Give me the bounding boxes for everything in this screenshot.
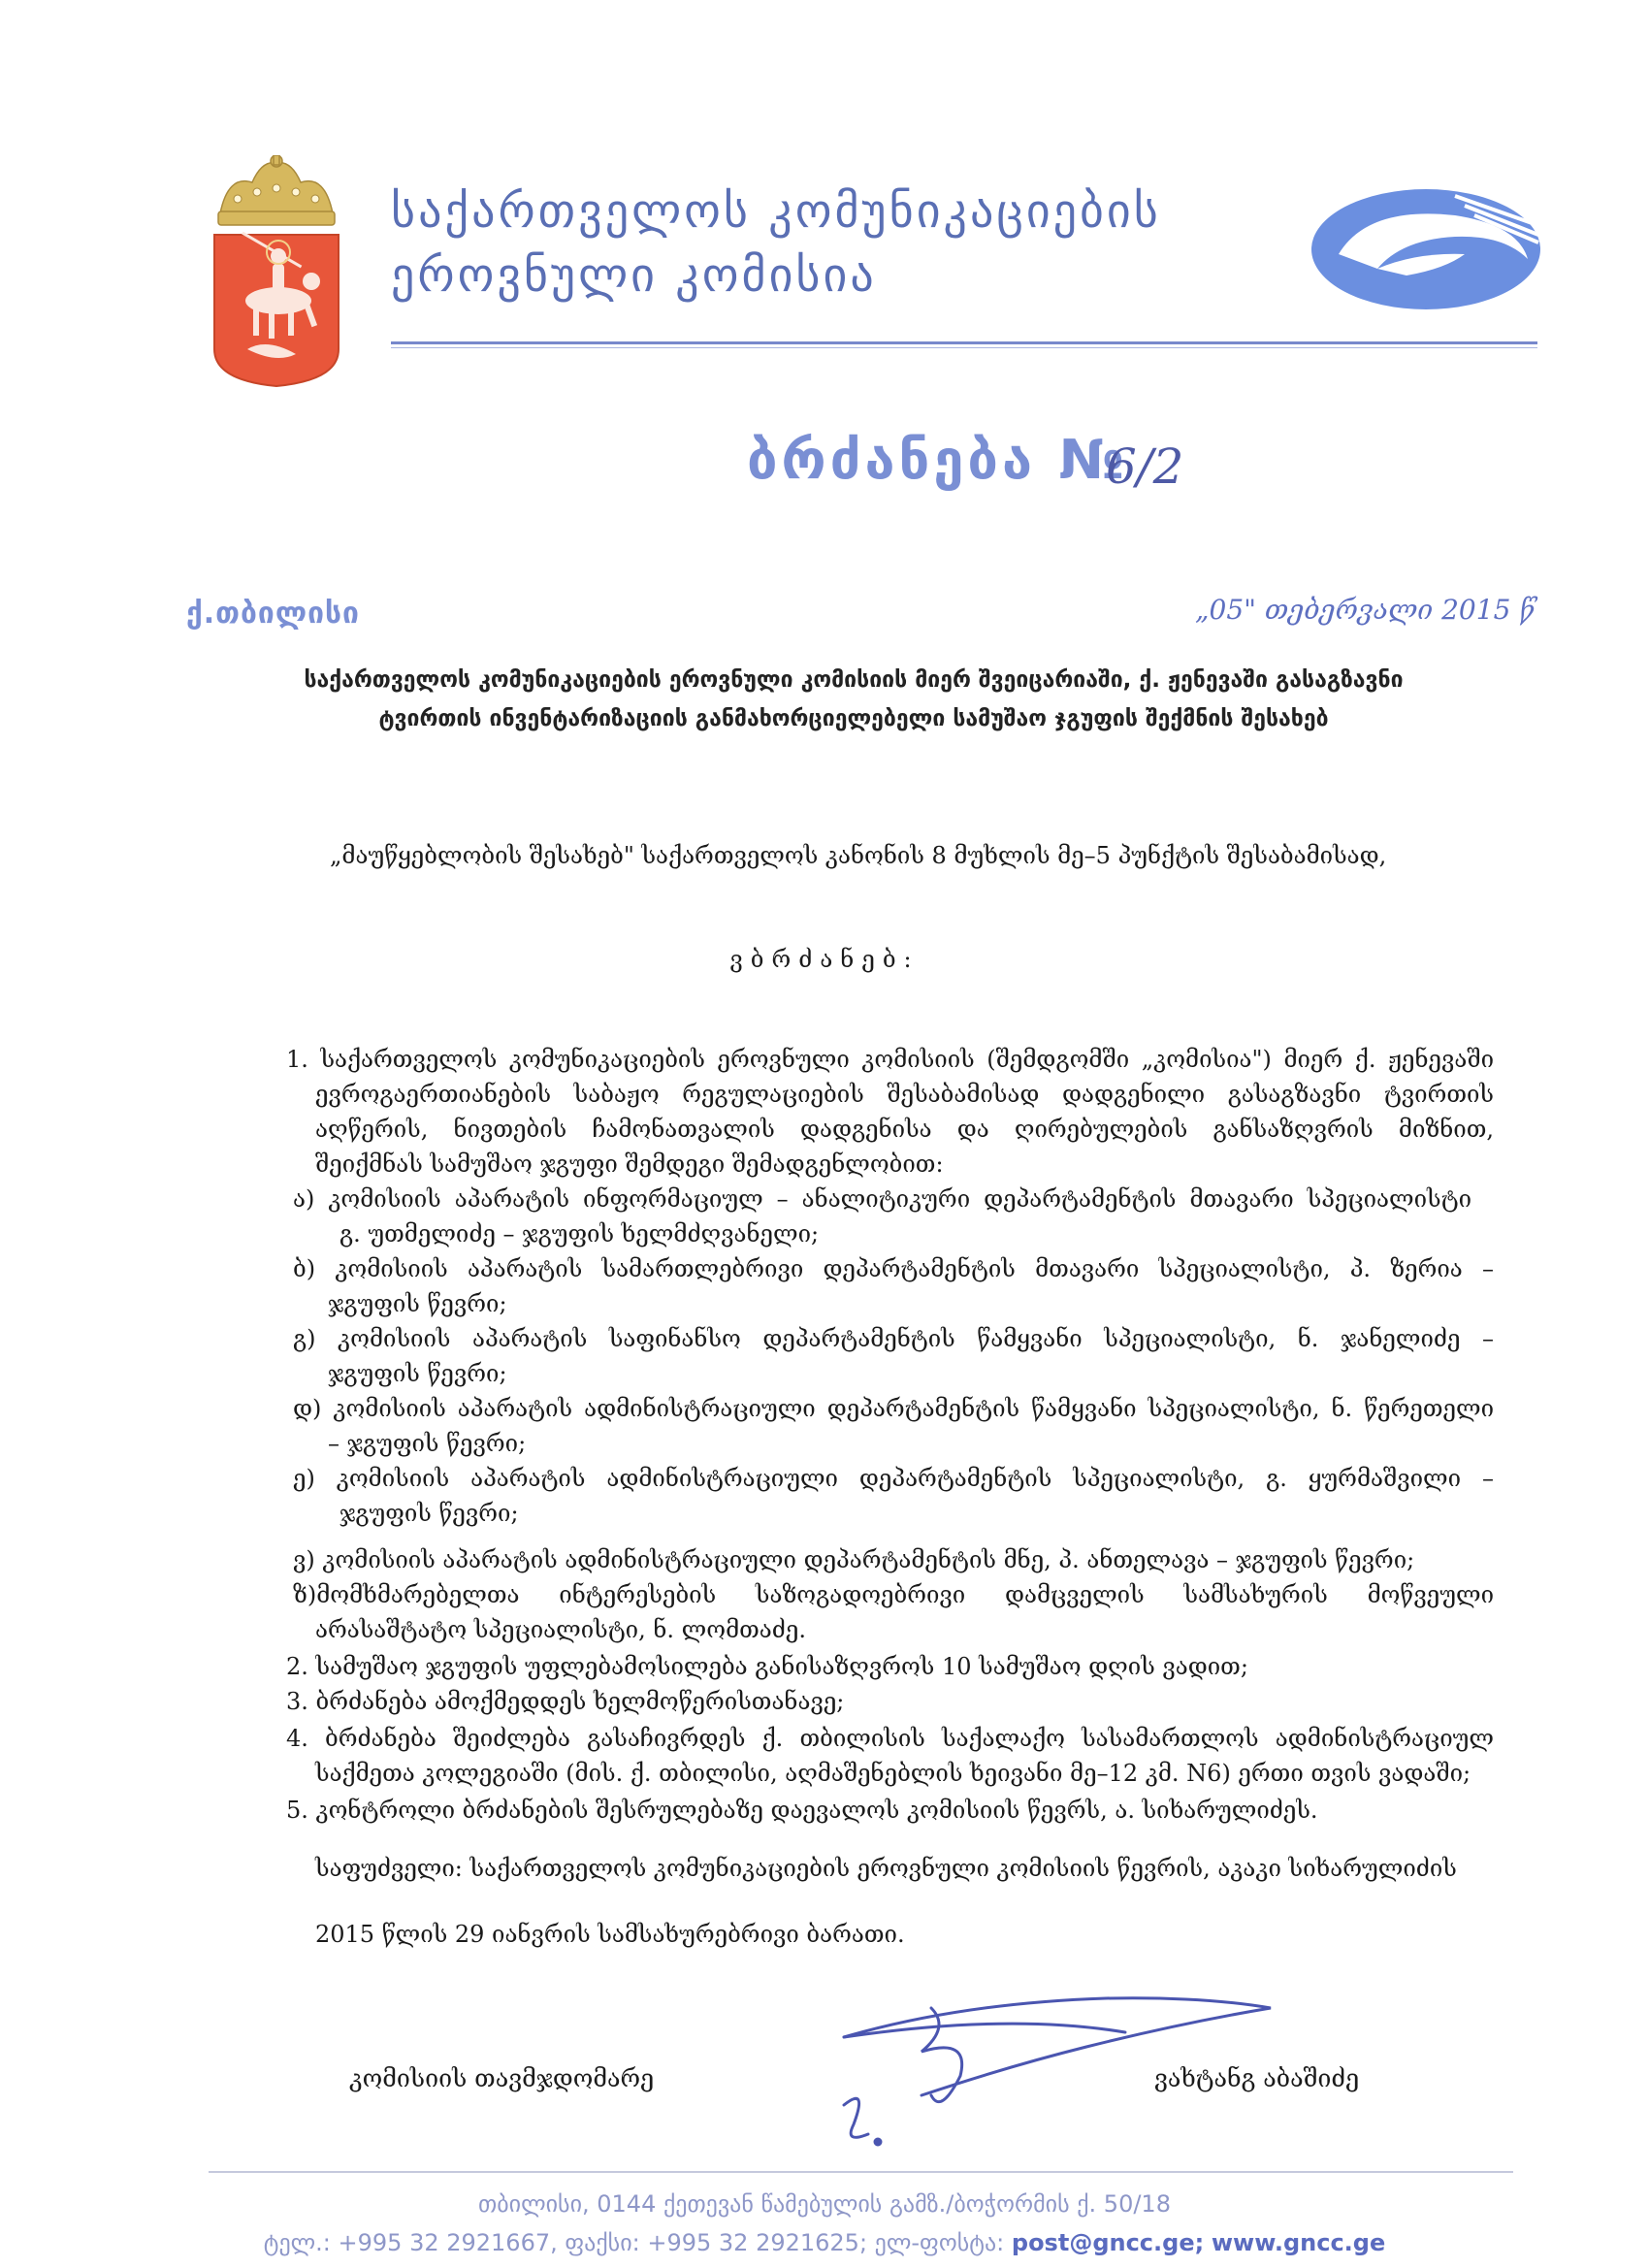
item-d-line-1: დ) კომისიის აპარატის ადმინისტრაციული დეპარტამენტის წამყვანი სპეციალისტი, ნ. წერეთელი: [293, 1395, 1494, 1422]
closing-basis-line-2: 2015 წლის 29 იანვრის სამსახურებრივი ბარათი.: [315, 1921, 905, 1948]
item-v-line-1: ვ) კომისიის აპარატის ადმინისტრაციული დეპარტამენტის მნე, პ. ანთელავა – ჯგუფის წევრი;: [293, 1546, 1415, 1573]
header-divider: [391, 341, 1537, 344]
footer-email-link[interactable]: post@gncc.ge;: [1011, 2229, 1205, 2256]
gncc-logo-icon: [1310, 186, 1542, 312]
signatory-role: კომისიის თავმჯდომარე: [349, 2064, 655, 2092]
item-g-line-2: ჯგუფის წევრი;: [328, 1360, 507, 1387]
order-date: „05" თებერვალი 2015 წ: [1195, 594, 1535, 626]
signatory-name: ვახტანგ აბაშიძე: [1154, 2064, 1360, 2092]
item-z-line-2: არასაშტატო სპეციალისტი, ნ. ლომთაძე.: [315, 1616, 806, 1643]
subject-line-1: საქართველოს კომუნიკაციების ეროვნული კომისიის მიერ შვეიცარიაში, ქ. ჟენევაში გასაგზავნი: [304, 667, 1404, 693]
coat-of-arms-icon: [209, 155, 344, 388]
footer-contact: [0, 2229, 1649, 2256]
item-1-line-3: აღწერის, ნივთების ჩამონათვალის დადგენისა და ღირებულების განსაზღვრის მიზნით,: [315, 1116, 1494, 1143]
header-divider-thin: [391, 347, 1537, 348]
item-4-line-2: საქმეთა კოლეგიაში (მის. ქ. თბილისი, აღმაშენებლის ხეივანი მე–12 კმ. N6) ერთი თვის ვადაში;: [315, 1760, 1471, 1787]
item-1-line-2: ევროგაერთიანების საბაჟო რეგულაციების შესაბამისად დადგენილი გასაგზავნი ტვირთის: [315, 1081, 1494, 1108]
item-b-line-2: ჯგუფის წევრი;: [328, 1290, 507, 1317]
item-1-line-1: 1. საქართველოს კომუნიკაციების ეროვნული კომისიის (შემდგომში „კომისია") მიერ ქ. ჟენევაში: [286, 1046, 1494, 1073]
city-label: ქ.თბილისი: [186, 597, 360, 631]
item-4-line-1: 4. ბრძანება შეიძლება გასაჩივრდეს ქ. თბილისის საქალაქო სასამართლოს ადმინისტრაციულ: [286, 1725, 1494, 1752]
footer-phone-fax: ტელ.: +995 32 2921667, ფაქსი: +995 32 2921625; ელ-ფოსტა:: [263, 2229, 1005, 2256]
order-heading: ვბრძანებ:: [729, 946, 920, 973]
item-1-line-4: შეიქმნას სამუშაო ჯგუფი შემდეგი შემადგენლობით:: [315, 1150, 944, 1178]
item-e-line-1: ე) კომისიის აპარატის ადმინისტრაციული დეპარტამენტის სპეციალისტი, გ. ყურმაშვილი –: [293, 1465, 1494, 1492]
item-d-line-2: – ჯგუფის წევრი;: [328, 1430, 527, 1457]
subject-line-2: ტვირთის ინვენტარიზაციის განმახორციელებელი სამუშაო ჯგუფის შექმნის შესახებ: [378, 706, 1329, 731]
item-a-line-1: ა) კომისიის აპარატის ინფორმაციულ – ანალიტიკური დეპარტამენტის მთავარი სპეციალისტი: [293, 1185, 1471, 1213]
item-z-line-1: ზ)მომხმარებელთა ინტერესების საზოგადოებრივი დამცველის სამსახურის მოწვეული: [293, 1581, 1494, 1608]
footer-website-link[interactable]: www.gncc.ge: [1211, 2229, 1386, 2256]
item-5: 5. კონტროლი ბრძანების შესრულებაზე დაევალოს კომისიის წევრს, ა. სიხარულიძეს.: [286, 1797, 1318, 1824]
legal-basis: „მაუწყებლობის შესახებ" საქართველოს კანონის 8 მუხლის მე–5 პუნქტის შესაბამისად,: [330, 842, 1387, 869]
item-a-line-2: გ. უთმელიძე – ჯგუფის ხელმძღვანელი;: [340, 1220, 820, 1247]
organization-name-line-2: ეროვნული კომისია: [391, 248, 877, 303]
item-g-line-1: გ) კომისიის აპარატის საფინანსო დეპარტამენტის წამყვანი სპეციალისტი, ნ. ჯანელიძე –: [293, 1325, 1494, 1352]
item-2: 2. სამუშაო ჯგუფის უფლებამოსილება განისაზღვროს 10 სამუშაო დღის ვადით;: [286, 1653, 1248, 1680]
item-e-line-2: ჯგუფის წევრი;: [340, 1500, 519, 1527]
closing-basis-line-1: საფუძველი: საქართველოს კომუნიკაციების ეროვნული კომისიის წევრის, აკაკი სიხარულიძის: [315, 1855, 1457, 1882]
item-b-line-1: ბ) კომისიის აპარატის სამართლებრივი დეპარტამენტის მთავარი სპეციალისტი, პ. ზერია –: [293, 1255, 1494, 1282]
document-title: ბრძანება №: [747, 429, 1128, 492]
footer-address: თბილისი, 0144 ქეთევან წამებულის გამზ./ბოჭორმის ქ. 50/18: [478, 2190, 1171, 2218]
footer-divider: [209, 2171, 1513, 2173]
item-3: 3. ბრძანება ამოქმედდეს ხელმოწერისთანავე;: [286, 1688, 845, 1715]
order-number: 6/2: [1106, 438, 1184, 495]
organization-name-line-1: საქართველოს კომუნიკაციების: [391, 184, 1161, 239]
